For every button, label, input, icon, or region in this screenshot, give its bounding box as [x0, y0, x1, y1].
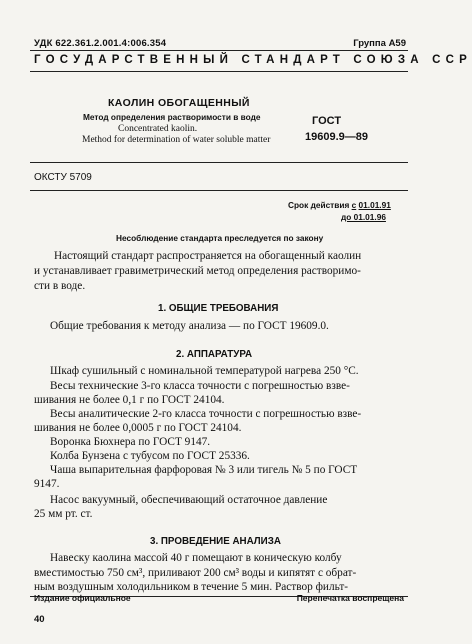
section-heading: 3. ПРОВЕДЕНИЕ АНАЛИЗА [150, 536, 281, 547]
equipment-line: Весы аналитические 2-го класса точности с погрешностью взве- [50, 408, 362, 420]
intro-line: сти в воде. [34, 280, 86, 292]
validity-label: Срок действия [288, 200, 350, 210]
validity-period [288, 200, 391, 210]
equipment-line: шивания не более 0,1 г по ГОСТ 24104. [34, 394, 225, 406]
equipment-line: 25 мм рт. ст. [34, 508, 93, 520]
subtitle-ru: Метод определения растворимости в воде [83, 112, 261, 122]
title-rule [30, 162, 408, 163]
equipment-line: Колба Бунзена с тубусом по ГОСТ 25336. [50, 450, 250, 462]
legal-notice: Несоблюдение стандарта преследуется по закону [116, 233, 324, 243]
page-number: 40 [34, 614, 45, 625]
footer-official-edition: Издание официальное [34, 593, 131, 603]
footer-reprint-notice: Перепечатка воспрещена [296, 593, 404, 603]
standard-banner: ГОСУДАРСТВЕННЫЙ СТАНДАРТ СОЮЗА ССР [34, 54, 472, 66]
title-en: Concentrated kaolin. [118, 124, 198, 134]
gost-number: 19609.9—89 [305, 131, 368, 143]
validity-to: до 01.01.96 [341, 212, 386, 222]
intro-line: Настоящий стандарт распространяется на обогащенный каолин [54, 250, 362, 262]
procedure-line: ным воздушным холодильником в течение 5 мин. Раствор фильт- [34, 581, 349, 593]
section-heading: 2. АППАРАТУРА [176, 349, 253, 360]
equipment-line: 9147. [34, 478, 60, 490]
equipment-line: Шкаф сушильный с номинальной температурой нагрева 250 °С. [50, 365, 359, 377]
section-text: Общие требования к методу анализа — по ГОСТ 19609.0. [50, 320, 329, 332]
okstu-rule [30, 190, 408, 191]
equipment-line: шивания не более 0,0005 г по ГОСТ 24104. [34, 422, 242, 434]
banner-rule [30, 71, 408, 72]
section-heading: 1. ОБЩИЕ ТРЕБОВАНИЯ [158, 303, 279, 314]
okstu-code: ОКСТУ 5709 [34, 172, 92, 183]
intro-line: и устанавливает гравиметрический метод определения растворимо- [34, 265, 361, 277]
validity-from-prefix: с [351, 200, 357, 210]
procedure-line: Навеску каолина массой 40 г помещают в коническую колбу [50, 552, 342, 564]
equipment-line: Весы технические 3-го класса точности с погрешностью взве- [50, 380, 350, 392]
title-ru: КАОЛИН ОБОГАЩЕННЫЙ [108, 97, 250, 109]
gost-label: ГОСТ [312, 115, 342, 127]
top-rule [30, 50, 408, 51]
group-code: Группа А59 [353, 38, 406, 49]
subtitle-en: Method for determination of water soluble matter [82, 135, 271, 145]
validity-from: 01.01.91 [358, 200, 391, 210]
procedure-line: вместимостью 750 см³, приливают 200 см³ воды и кипятят с обрат- [34, 567, 357, 579]
udk-code: УДК 622.361.2.001.4:006.354 [34, 38, 167, 49]
equipment-line: Чаша выпарительная фарфоровая № 3 или тигель № 5 по ГОСТ [50, 464, 358, 476]
equipment-line: Воронка Бюхнера по ГОСТ 9147. [50, 436, 211, 448]
equipment-line: Насос вакуумный, обеспечивающий остаточное давление [50, 494, 328, 506]
